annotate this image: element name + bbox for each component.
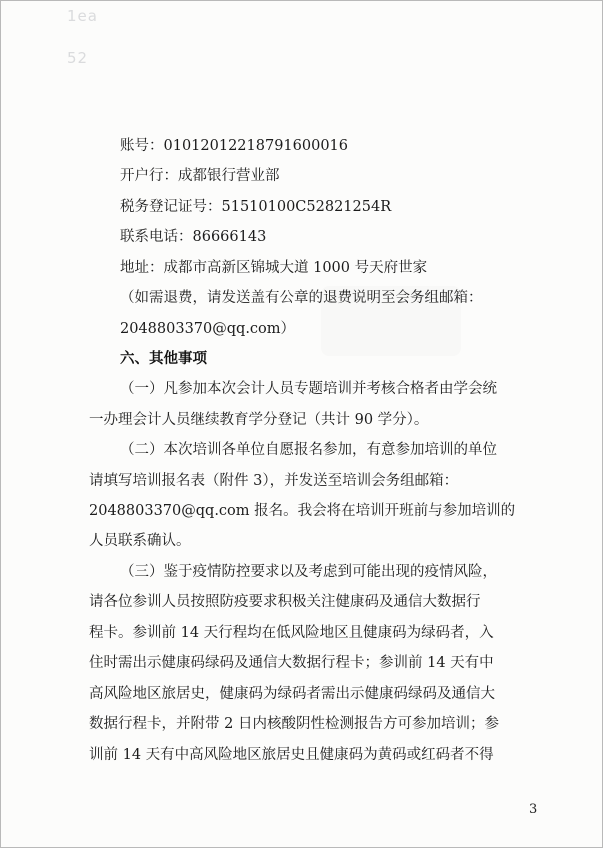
phone-line: 联系电话：86666143 — [120, 229, 267, 245]
faint-bleedthrough-mark: 1ea — [67, 7, 98, 25]
paragraph-line: 住时需出示健康码绿码及通信大数据行程卡；参训前 14 天有中 — [89, 655, 494, 671]
tax-line: 税务登记证号：51510100C52821254R — [120, 199, 392, 215]
refund-note-line-1: （如需退费，请发送盖有公章的退费说明至会务组邮箱： — [120, 290, 483, 306]
paragraph-line: 2048803370@qq.com 报名。我会将在培训开班前与参加培训的 — [89, 503, 516, 519]
paragraph-line: 一办理会计人员继续教育学分登记（共计 90 学分）。 — [89, 412, 429, 428]
page-number: 3 — [529, 802, 538, 817]
paragraph-line: （二）本次培训各单位自愿报名参加，有意参加培训的单位 — [120, 442, 497, 458]
paragraph-line: 高风险地区旅居史，健康码为绿码者需出示健康码绿码及通信大 — [89, 686, 495, 702]
bank-line: 开户行：成都银行营业部 — [120, 168, 280, 184]
refund-note-line-2: 2048803370@qq.com） — [120, 321, 296, 337]
paragraph-line: （一）凡参加本次会计人员专题培训并考核合格者由学会统 — [120, 381, 497, 397]
paragraph-line: 程卡。参训前 14 天行程均在低风险地区且健康码为绿码者，入 — [89, 625, 494, 641]
paragraph-line: （三）鉴于疫情防控要求以及考虑到可能出现的疫情风险， — [120, 564, 497, 580]
paragraph-line: 数据行程卡，并附带 2 日内核酸阴性检测报告方可参加培训；参 — [89, 716, 499, 732]
paragraph-line: 人员联系确认。 — [89, 533, 191, 549]
section-heading: 六、其他事项 — [120, 351, 207, 367]
account-line: 账号：01012012218791600016 — [120, 138, 349, 154]
paragraph-line: 请各位参训人员按照防疫要求积极关注健康码及通信大数据行 — [89, 594, 481, 610]
paragraph-line: 训前 14 天有中高风险地区旅居史且健康码为黄码或红码者不得 — [89, 747, 494, 763]
faint-bleedthrough-mark-2: 52 — [67, 49, 89, 67]
address-line: 地址：成都市高新区锦城大道 1000 号天府世家 — [120, 260, 428, 276]
paragraph-line: 请填写培训报名表（附件 3），并发送至培训会务组邮箱： — [89, 473, 459, 489]
